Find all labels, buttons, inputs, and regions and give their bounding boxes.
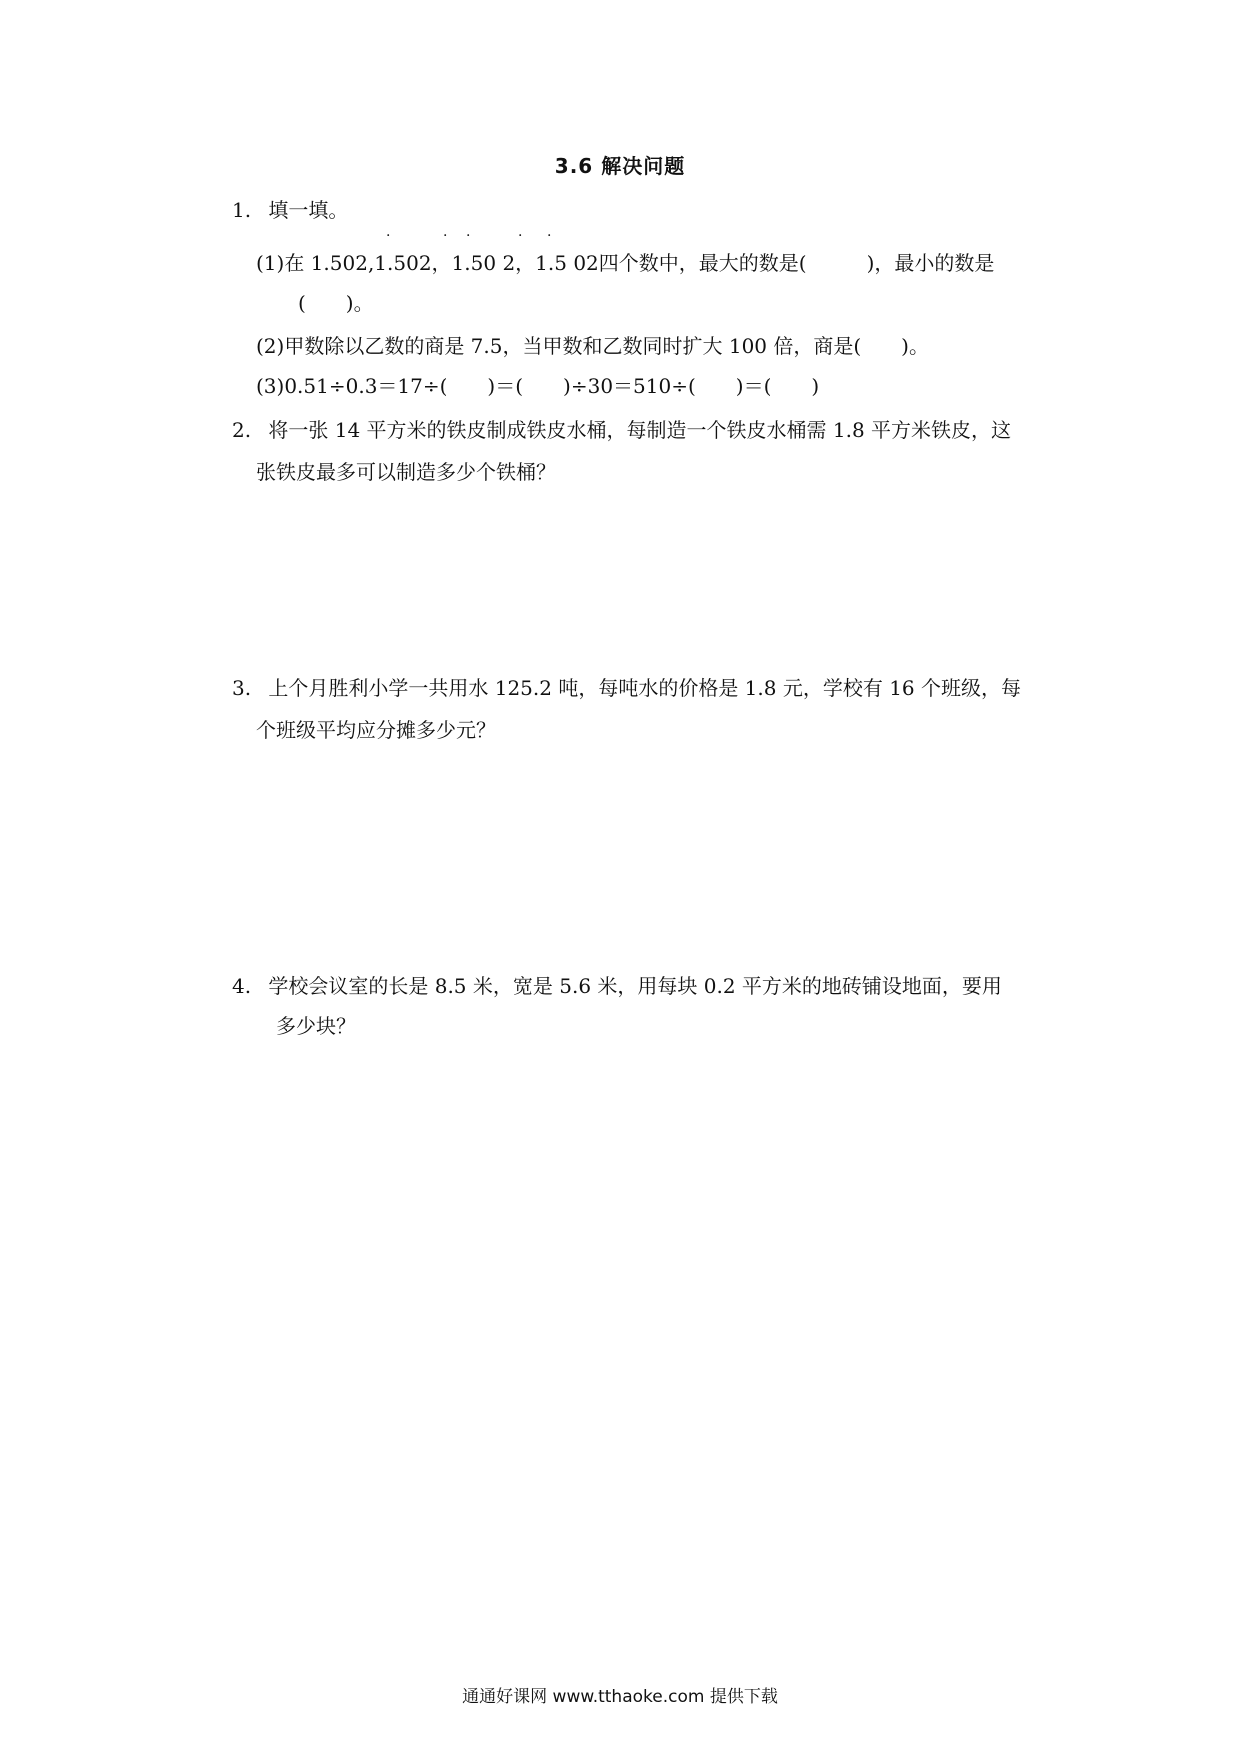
repeating-dot-mark: · <box>386 228 391 244</box>
question-1-part-1: (1)在 1.502,1.502，1.50 2，1.5 02四个数中，最大的数是( )，最小的数是 <box>256 251 995 275</box>
question-2-line-2: 张铁皮最多可以制造多少个铁桶？ <box>256 460 556 484</box>
question-3 <box>232 674 1021 702</box>
question-4-line-2: 多少块？ <box>276 1014 356 1038</box>
question-1-part-3: (3)0.51÷0.3＝17÷( )＝( )÷30＝510÷( )＝( ) <box>256 374 820 398</box>
page-footer: 通通好课网 www.tthaoke.com 提供下载 <box>462 1687 778 1707</box>
question-1-heading <box>232 196 348 224</box>
repeating-dot-mark: · <box>443 228 448 244</box>
question-1-number: 1. <box>232 198 252 222</box>
repeating-dot-mark: · <box>547 228 552 244</box>
question-1-part-1-continued: ( )。 <box>298 291 374 315</box>
question-3-line-1: 上个月胜利小学一共用水 125.2 吨，每吨水的价格是 1.8 元，学校有 16 个班级，每 <box>268 676 1022 700</box>
question-4 <box>232 972 1002 1000</box>
question-4-number: 4. <box>232 974 252 998</box>
question-2-number: 2. <box>232 418 252 442</box>
question-2 <box>232 416 1011 444</box>
page-title: 3.6 解决问题 <box>554 154 686 178</box>
question-1-text: 填一填。 <box>268 198 349 222</box>
repeating-dot-mark: · <box>466 228 471 244</box>
question-3-line-2: 个班级平均应分摊多少元？ <box>256 718 496 742</box>
question-4-line-1: 学校会议室的长是 8.5 米，宽是 5.6 米，用每块 0.2 平方米的地砖铺设地面，要用 <box>268 974 1002 998</box>
question-2-line-1: 将一张 14 平方米的铁皮制成铁皮水桶，每制造一个铁皮水桶需 1.8 平方米铁皮，这 <box>268 418 1012 442</box>
repeating-dot-mark: · <box>518 228 523 244</box>
question-3-number: 3. <box>232 676 252 700</box>
question-1-part-2: (2)甲数除以乙数的商是 7.5，当甲数和乙数同时扩大 100 倍，商是( )。 <box>256 334 929 358</box>
